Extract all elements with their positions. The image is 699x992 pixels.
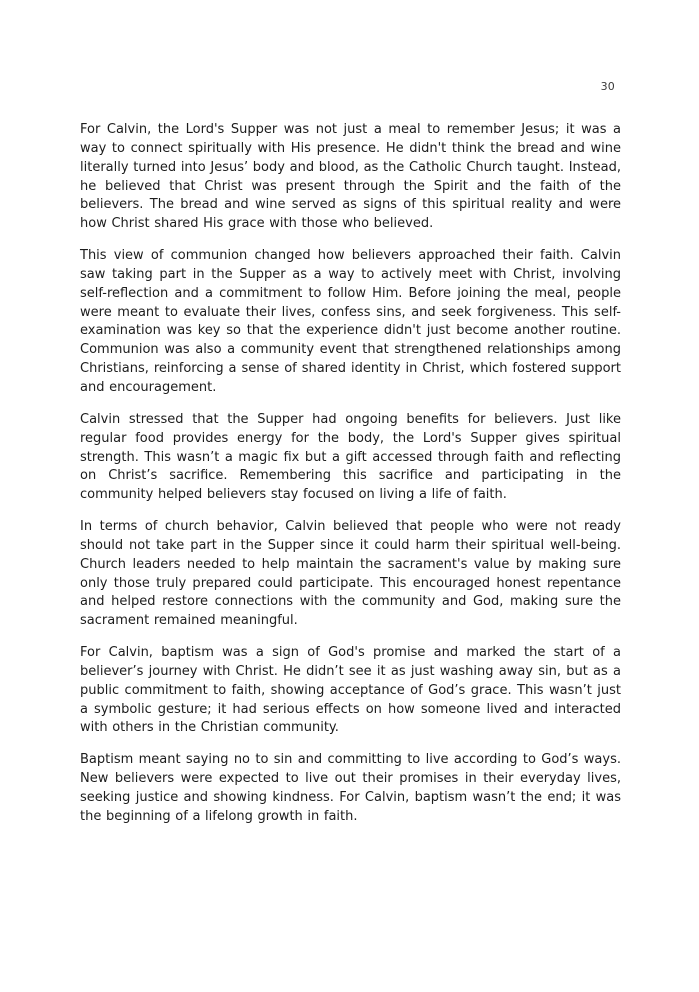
- paragraph: Calvin stressed that the Supper had ongoing benefits for believers. Just like regular food provides energy for the body, the Lord's Supper gives spiritual strength. This wasn’t a magic fix but a gift accessed through faith and reflecting on Christ’s sacrifice. Remembering this sacrifice and participating in the community helped believers stay focused on living a life of faith.: [80, 411, 621, 503]
- page-number: 30: [600, 80, 615, 93]
- paragraph: For Calvin, the Lord's Supper was not just a meal to remember Jesus; it was a way to connect spiritually with His presence. He didn't think the bread and wine literally turned into Jesus’ body and blood, as the Catholic Church taught. Instead, he believed that Christ was present through the Spirit and the faith of the believers. The bread and wine served as signs of this spiritual reality and were how Christ shared His grace with those who believed.: [80, 122, 621, 232]
- paragraph: Baptism meant saying no to sin and committing to live according to God’s ways. New believers were expected to live out their promises in their everyday lives, seeking justice and showing kindness. For Calvin, baptism wasn’t the end; it was the beginning of a lifelong growth in faith.: [80, 752, 621, 824]
- paragraph: For Calvin, baptism was a sign of God's promise and marked the start of a believer’s journey with Christ. He didn’t see it as just washing away sin, but as a public commitment to faith, showing acceptance of God’s grace. This wasn’t just a symbolic gesture; it had serious effects on how someone lived and interacted with others in the Christian community.: [80, 645, 621, 736]
- paragraph: In terms of church behavior, Calvin believed that people who were not ready should not take part in the Supper since it could harm their spiritual well-being. Church leaders needed to help maintain the sacrament's value by making sure only those truly prepared could participate. This encouraged honest repentance and helped restore connections with the community and God, making sure the sacrament remained meaningful.: [80, 519, 621, 629]
- paragraph: This view of communion changed how believers approached their faith. Calvin saw taking part in the Supper as a way to actively meet with Christ, involving self-reflection and a commitment to follow Him. Before joining the meal, people were meant to evaluate their lives, confess sins, and seek forgiveness. This self-examination was key so that the experience didn't just become another routine. Communion was also a community event that strengthened relationships among Christians, reinforcing a sense of shared identity in Christ, which fostered support and encouragement.: [80, 248, 621, 395]
- page-content: [80, 121, 621, 840]
